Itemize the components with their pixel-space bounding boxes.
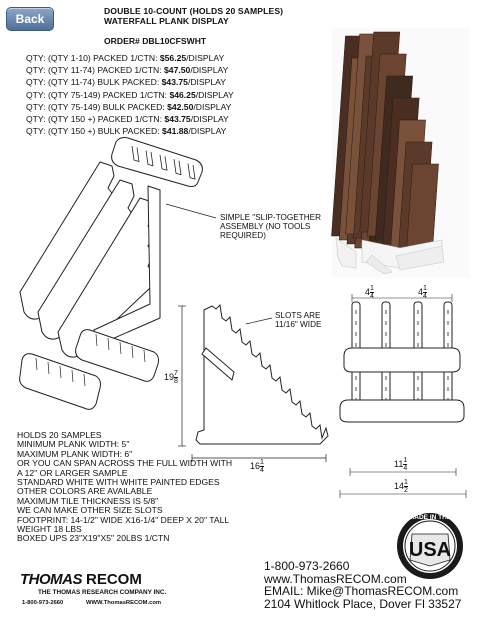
slots-note-line: SLOTS ARE bbox=[275, 311, 321, 320]
dim-num: 7 bbox=[174, 370, 178, 377]
price-row-label: QTY: (QTY 11-74) PACKED 1/CTN: bbox=[26, 65, 165, 76]
assembly-note-line: SIMPLE "SLIP-TOGETHER bbox=[220, 213, 322, 222]
top-left-dimension bbox=[365, 285, 374, 300]
order-number: ORDER# DBL10CFSWHT bbox=[104, 36, 207, 46]
assembly-leader-line bbox=[166, 204, 216, 218]
specifications-list bbox=[17, 431, 232, 544]
price-row-unit: /DISPLAY bbox=[188, 126, 227, 137]
spec-line: STANDARD WHITE WITH WHITE PAINTED EDGES bbox=[17, 477, 220, 488]
contact-email-link[interactable]: EMAIL: Mike@ThomasRECOM.com bbox=[264, 584, 459, 598]
exploded-assembly-drawing bbox=[20, 138, 203, 410]
dim-whole: 19 bbox=[164, 371, 175, 382]
dim-den: 2 bbox=[404, 487, 408, 494]
dim-num: 1 bbox=[404, 479, 408, 486]
spec-line: BOXED UPS 23"X19"X5" 20LBS 1/CTN bbox=[17, 533, 170, 544]
dim-den: 4 bbox=[423, 293, 427, 300]
assembly-note-line: REQUIRED) bbox=[220, 231, 266, 240]
price-row-label: QTY: (QTY 75-149) BULK PACKED: bbox=[26, 101, 168, 112]
dim-whole: 16 bbox=[250, 460, 261, 471]
contact-address: 2104 Whitlock Place, Dover Fl 33527 bbox=[264, 596, 462, 611]
dim-den: 8 bbox=[174, 378, 178, 385]
price-row-label: QTY: (QTY 11-74) BULK PACKED: bbox=[26, 77, 162, 88]
title-line-2: WATERFALL PLANK DISPLAY bbox=[104, 16, 229, 26]
top-right-dimension bbox=[418, 285, 427, 300]
price-row-unit: /DISPLAY bbox=[193, 101, 232, 112]
spec-line: WEIGHT 18 LBS bbox=[17, 524, 82, 535]
spec-line: MINIMUM PLANK WIDTH: 5" bbox=[17, 439, 130, 450]
price-row-unit: /DISPLAY bbox=[190, 65, 229, 76]
side-width-dimension bbox=[250, 459, 264, 474]
spec-line: MAXIMUM TILE THICKNESS IS 5/8" bbox=[17, 495, 159, 506]
assembly-note bbox=[220, 213, 321, 240]
product-photo bbox=[331, 28, 470, 278]
slots-note bbox=[275, 311, 321, 329]
spec-line: OR YOU CAN SPAN ACROSS THE FULL WIDTH WITH bbox=[17, 458, 233, 469]
price-row-price: $42.50 bbox=[167, 101, 194, 112]
inner-width-dimension bbox=[394, 457, 407, 472]
title-line-1: DOUBLE 10-COUNT (HOLDS 20 SAMPLES) bbox=[104, 6, 284, 16]
dim-den: 4 bbox=[403, 465, 408, 472]
dim-num: 1 bbox=[403, 457, 408, 464]
price-row-label: QTY: (QTY 1-10) PACKED 1/CTN: bbox=[26, 53, 160, 63]
price-row-price: $43.75 bbox=[164, 114, 191, 125]
dim-whole: 11 bbox=[394, 458, 404, 469]
logo-phone: 1-800-973-2660 bbox=[22, 600, 64, 606]
spec-line: HOLDS 20 SAMPLES bbox=[17, 430, 102, 440]
spec-line: FOOTPRINT: 14-1/2" WIDE X16-1/4" DEEP X 20" TALL bbox=[17, 514, 230, 525]
height-dimension bbox=[164, 370, 178, 385]
dim-den: 4 bbox=[370, 293, 374, 300]
spec-line: A 12" OR LARGER SAMPLE bbox=[17, 467, 128, 478]
dim-num: 1 bbox=[260, 459, 264, 466]
price-row-unit: /DISPLAY bbox=[195, 89, 234, 100]
price-row-price: $41.88 bbox=[162, 126, 189, 137]
price-row-label: QTY: (QTY 150 +) BULK PACKED: bbox=[26, 126, 163, 137]
dim-den: 4 bbox=[260, 467, 264, 474]
dim-whole: 4 bbox=[365, 286, 371, 297]
assembly-note-line: ASSEMBLY (NO TOOLS bbox=[220, 222, 311, 231]
price-row-label: QTY: (QTY 75-149) PACKED 1/CTN: bbox=[26, 89, 170, 100]
dim-whole: 4 bbox=[418, 286, 424, 297]
price-row-price: $56.25 bbox=[159, 53, 187, 63]
logo-name-left: THOMAS bbox=[20, 571, 82, 588]
contact-phone[interactable]: 1-800-973-2660 bbox=[264, 559, 350, 573]
price-row-unit: /DISPLAY bbox=[186, 53, 225, 63]
logo-name-right: RECOM bbox=[86, 571, 142, 588]
slots-note-line: 11/16" WIDE bbox=[275, 320, 322, 329]
outer-width-dimension bbox=[394, 479, 408, 494]
contact-website-link[interactable]: www.ThomasRECOM.com bbox=[264, 571, 407, 586]
dim-num: 1 bbox=[370, 285, 374, 292]
price-row-unit: /DISPLAY bbox=[187, 77, 226, 88]
thomas-recom-logo bbox=[20, 571, 167, 606]
spec-line: MAXIMUM PLANK WIDTH: 6" bbox=[17, 448, 133, 459]
back-button[interactable]: Back bbox=[6, 7, 54, 31]
spec-line: WE CAN MAKE OTHER SIZE SLOTS bbox=[17, 505, 163, 516]
price-row-label: QTY: (QTY 150 +) PACKED 1/CTN: bbox=[26, 114, 165, 125]
price-row-price: $46.25 bbox=[169, 89, 196, 100]
logo-company: THE THOMAS RESEARCH COMPANY INC. bbox=[38, 589, 167, 596]
price-row-price: $43.75 bbox=[161, 77, 188, 88]
dim-num: 1 bbox=[423, 285, 427, 292]
spec-line: OTHER COLORS ARE AVAILABLE bbox=[17, 486, 153, 497]
logo-web: WWW.ThomasRECOM.com bbox=[86, 600, 162, 606]
dim-whole: 14 bbox=[394, 480, 405, 491]
price-row-unit: /DISPLAY bbox=[190, 114, 229, 125]
contact-block bbox=[264, 560, 461, 610]
badge-main-text: USA bbox=[408, 539, 452, 561]
price-row-price: $47.50 bbox=[164, 65, 191, 76]
badge-top-text: MADE IN THE bbox=[408, 514, 452, 521]
